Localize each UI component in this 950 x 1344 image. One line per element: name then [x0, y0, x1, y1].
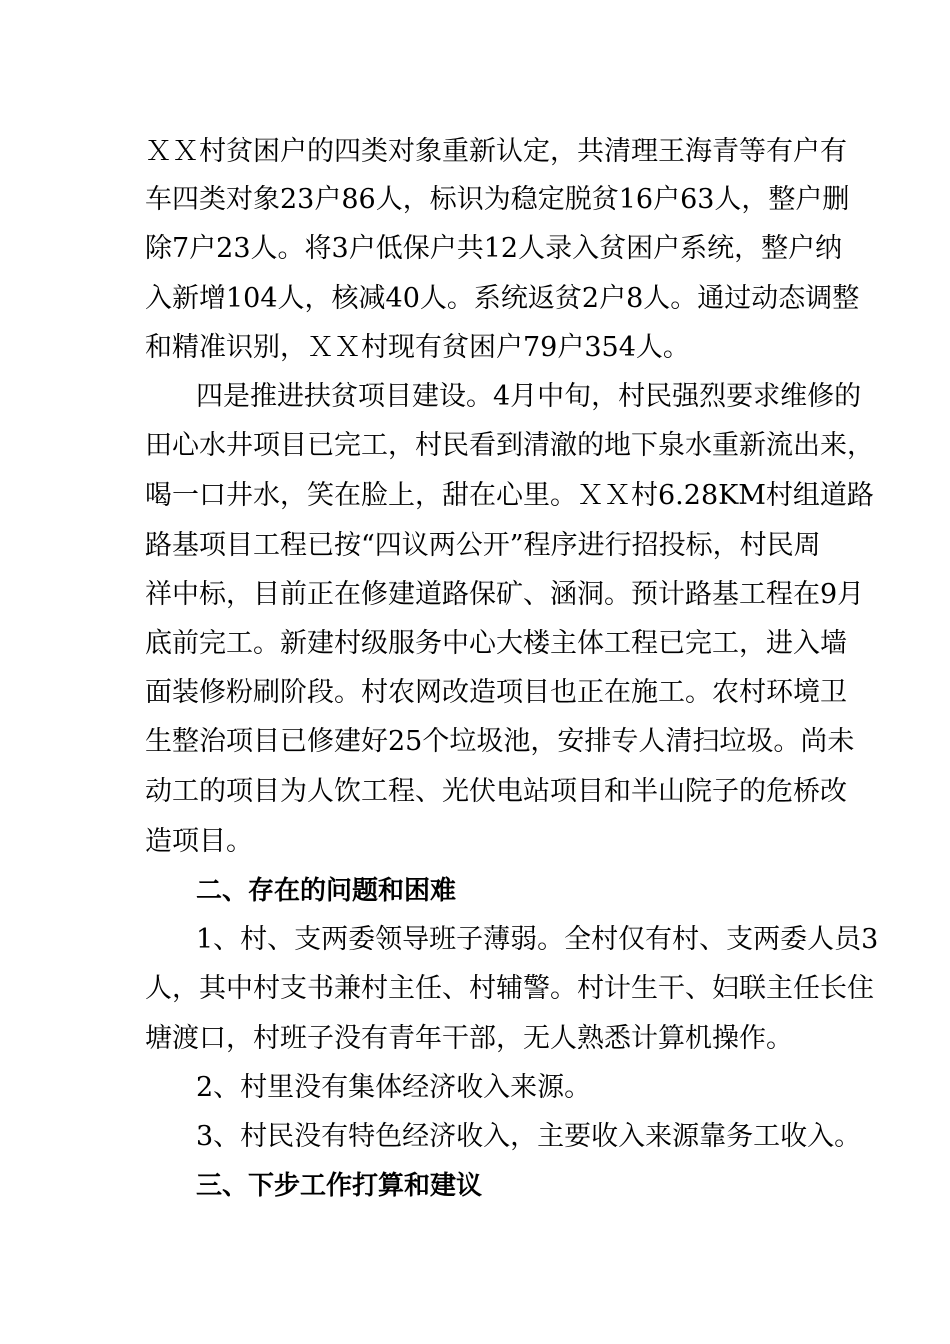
- paragraph-start: 2、村里没有集体经济收入来源。: [196, 1072, 592, 1103]
- text-line: 生整治项目已修建好25个垃圾池，安排专人清扫垃圾。尚未: [145, 726, 855, 757]
- text-line: 车四类对象23户86人，标识为稳定脱贫16户63人，整户删: [145, 184, 850, 215]
- section-heading: 三、下步工作打算和建议: [196, 1171, 483, 1201]
- text-line: 喝一口井水，笑在脸上，甜在心里。ＸＸ村6.28KM村组道路: [145, 480, 874, 511]
- text-line: 动工的项目为人饮工程、光伏电站项目和半山院子的危桥改: [145, 776, 847, 807]
- text-line: 塘渡口，村班子没有青年干部，无人熟悉计算机操作。: [145, 1023, 793, 1054]
- text-line: ＸＸ村贫困户的四类对象重新认定，共清理王海青等有户有: [145, 136, 847, 167]
- text-line: 面装修粉刷阶段。村农网改造项目也正在施工。农村环境卫: [145, 677, 847, 708]
- text-line: 人，其中村支书兼村主任、村辅警。村计生干、妇联主任长住: [145, 973, 874, 1004]
- text-line: 田心水井项目已完工，村民看到清澈的地下泉水重新流出来，: [145, 430, 874, 461]
- section-heading: 二、存在的问题和困难: [196, 876, 457, 906]
- text-line: 路基项目工程已按“四议两公开”程序进行招投标，村民周: [145, 530, 821, 561]
- text-line: 和精准识别，ＸＸ村现有贫困户79户354人。: [145, 332, 690, 363]
- paragraph-start: 1、村、支两委领导班子薄弱。全村仅有村、支两委人员3: [196, 924, 879, 955]
- text-line: 祥中标，目前正在修建道路保矿、涵洞。预计路基工程在9月: [145, 579, 865, 610]
- paragraph-start: 四是推进扶贫项目建设。4月中旬，村民强烈要求维修的: [196, 381, 862, 412]
- paragraph-start: 3、村民没有特色经济收入，主要收入来源靠务工收入。: [196, 1121, 862, 1152]
- text-line: 除7户23人。将3户低保户共12人录入贫困户系统，整户纳: [145, 233, 843, 264]
- text-line: 入新增104人，核减40人。系统返贫2户8人。通过动态调整: [145, 283, 860, 314]
- text-line: 底前完工。新建村级服务中心大楼主体工程已完工，进入墙: [145, 628, 847, 659]
- text-line: 造项目。: [145, 826, 253, 857]
